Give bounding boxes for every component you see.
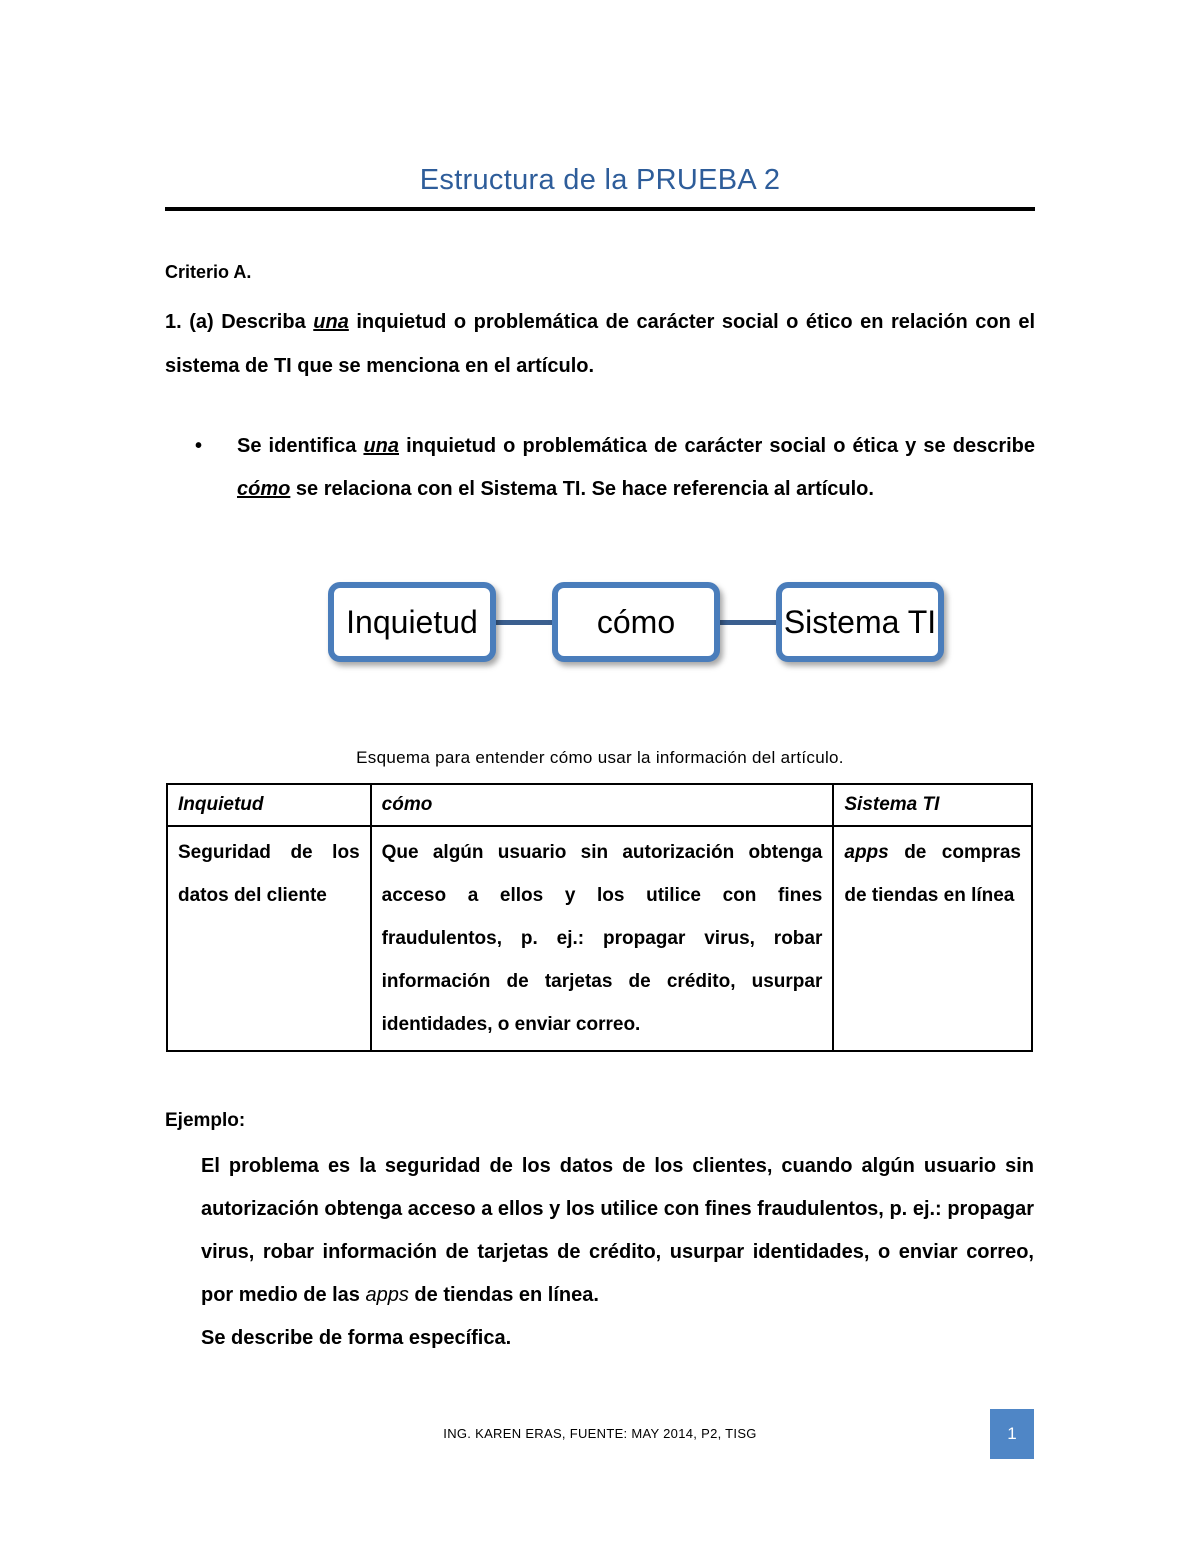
table-cell-inquietud: Seguridad de los datos del cliente — [167, 826, 371, 1051]
caption-text: Esquema para entender cómo usar la información del artículo. — [356, 748, 844, 767]
diagram-node-inquietud: Inquietud — [328, 582, 496, 662]
bullet-emphasis-una: una — [363, 435, 400, 457]
footer-text: ING. KAREN ERAS, FUENTE: MAY 2014, P2, TISG — [443, 1426, 757, 1441]
ejemplo-apps: apps — [365, 1284, 409, 1306]
question-emphasis: una — [313, 311, 349, 333]
table-header: Inquietud — [167, 784, 371, 826]
table-header-row — [167, 784, 1032, 826]
title-rule — [165, 207, 1035, 211]
table-cell-apps: apps — [844, 842, 889, 863]
bullet-post: se relaciona con el Sistema TI. Se hace referencia al artículo. — [295, 478, 874, 500]
page-number: 1 — [990, 1409, 1034, 1459]
diagram-node-como: cómo — [552, 582, 720, 662]
question-number: 1. — [165, 311, 182, 333]
bullet-icon: • — [195, 435, 203, 457]
ejemplo-conclusion: Se describe de forma específica. — [201, 1327, 512, 1349]
bullet-text — [237, 425, 1035, 511]
page-title: Estructura de la PRUEBA 2 — [419, 164, 781, 196]
connector-line — [488, 620, 554, 625]
ejemplo-text: El problema es la seguridad de los datos de los clientes, cuando algún usuario sin autorización obtenga acceso a ellos y los utilice con fines fraudulentos, p. ej.: propagar virus, robar información de tarjetas de crédito, usurpar identidades, o enviar correo, por medio de las — [201, 1155, 1034, 1306]
question-paragraph — [165, 300, 1035, 388]
flow-diagram — [320, 575, 950, 675]
criterio-heading: Criterio A. — [165, 262, 252, 282]
criterion-bullet — [195, 425, 1035, 511]
ejemplo-heading: Ejemplo: — [165, 1110, 246, 1131]
bullet-emphasis-como: cómo — [237, 478, 291, 500]
question-part: (a) Describa — [189, 311, 306, 333]
criteria-table — [166, 783, 1033, 1052]
table-cell-como: Que algún usuario sin autorización obtenga acceso a ellos y los utilice con fines fraudulentos, p. ej.: propagar virus, robar información de tarjetas de crédito, usurpar identidades, o enviar correo. — [371, 826, 834, 1051]
table-row — [167, 826, 1032, 1051]
ejemplo-text-end: de tiendas en línea. — [408, 1284, 599, 1306]
diagram-caption — [50, 748, 1150, 768]
connector-line — [716, 620, 780, 625]
ejemplo-paragraph — [201, 1145, 1034, 1360]
table-header: Sistema TI — [833, 784, 1032, 826]
question-rest: inquietud o problemática de carácter social o ético en relación con el sistema de TI que se menciona en el artículo. — [165, 311, 1036, 377]
table-header: cómo — [371, 784, 834, 826]
diagram-node-sistema: Sistema TI — [776, 582, 944, 662]
bullet-mid: inquietud o problemática de carácter social o ética y se describe — [406, 435, 1035, 457]
table-cell-sistema-rest: de compras de tiendas en línea — [844, 842, 1022, 906]
table-cell-sistema — [833, 826, 1032, 1051]
bullet-pre: Se identifica — [237, 435, 357, 457]
